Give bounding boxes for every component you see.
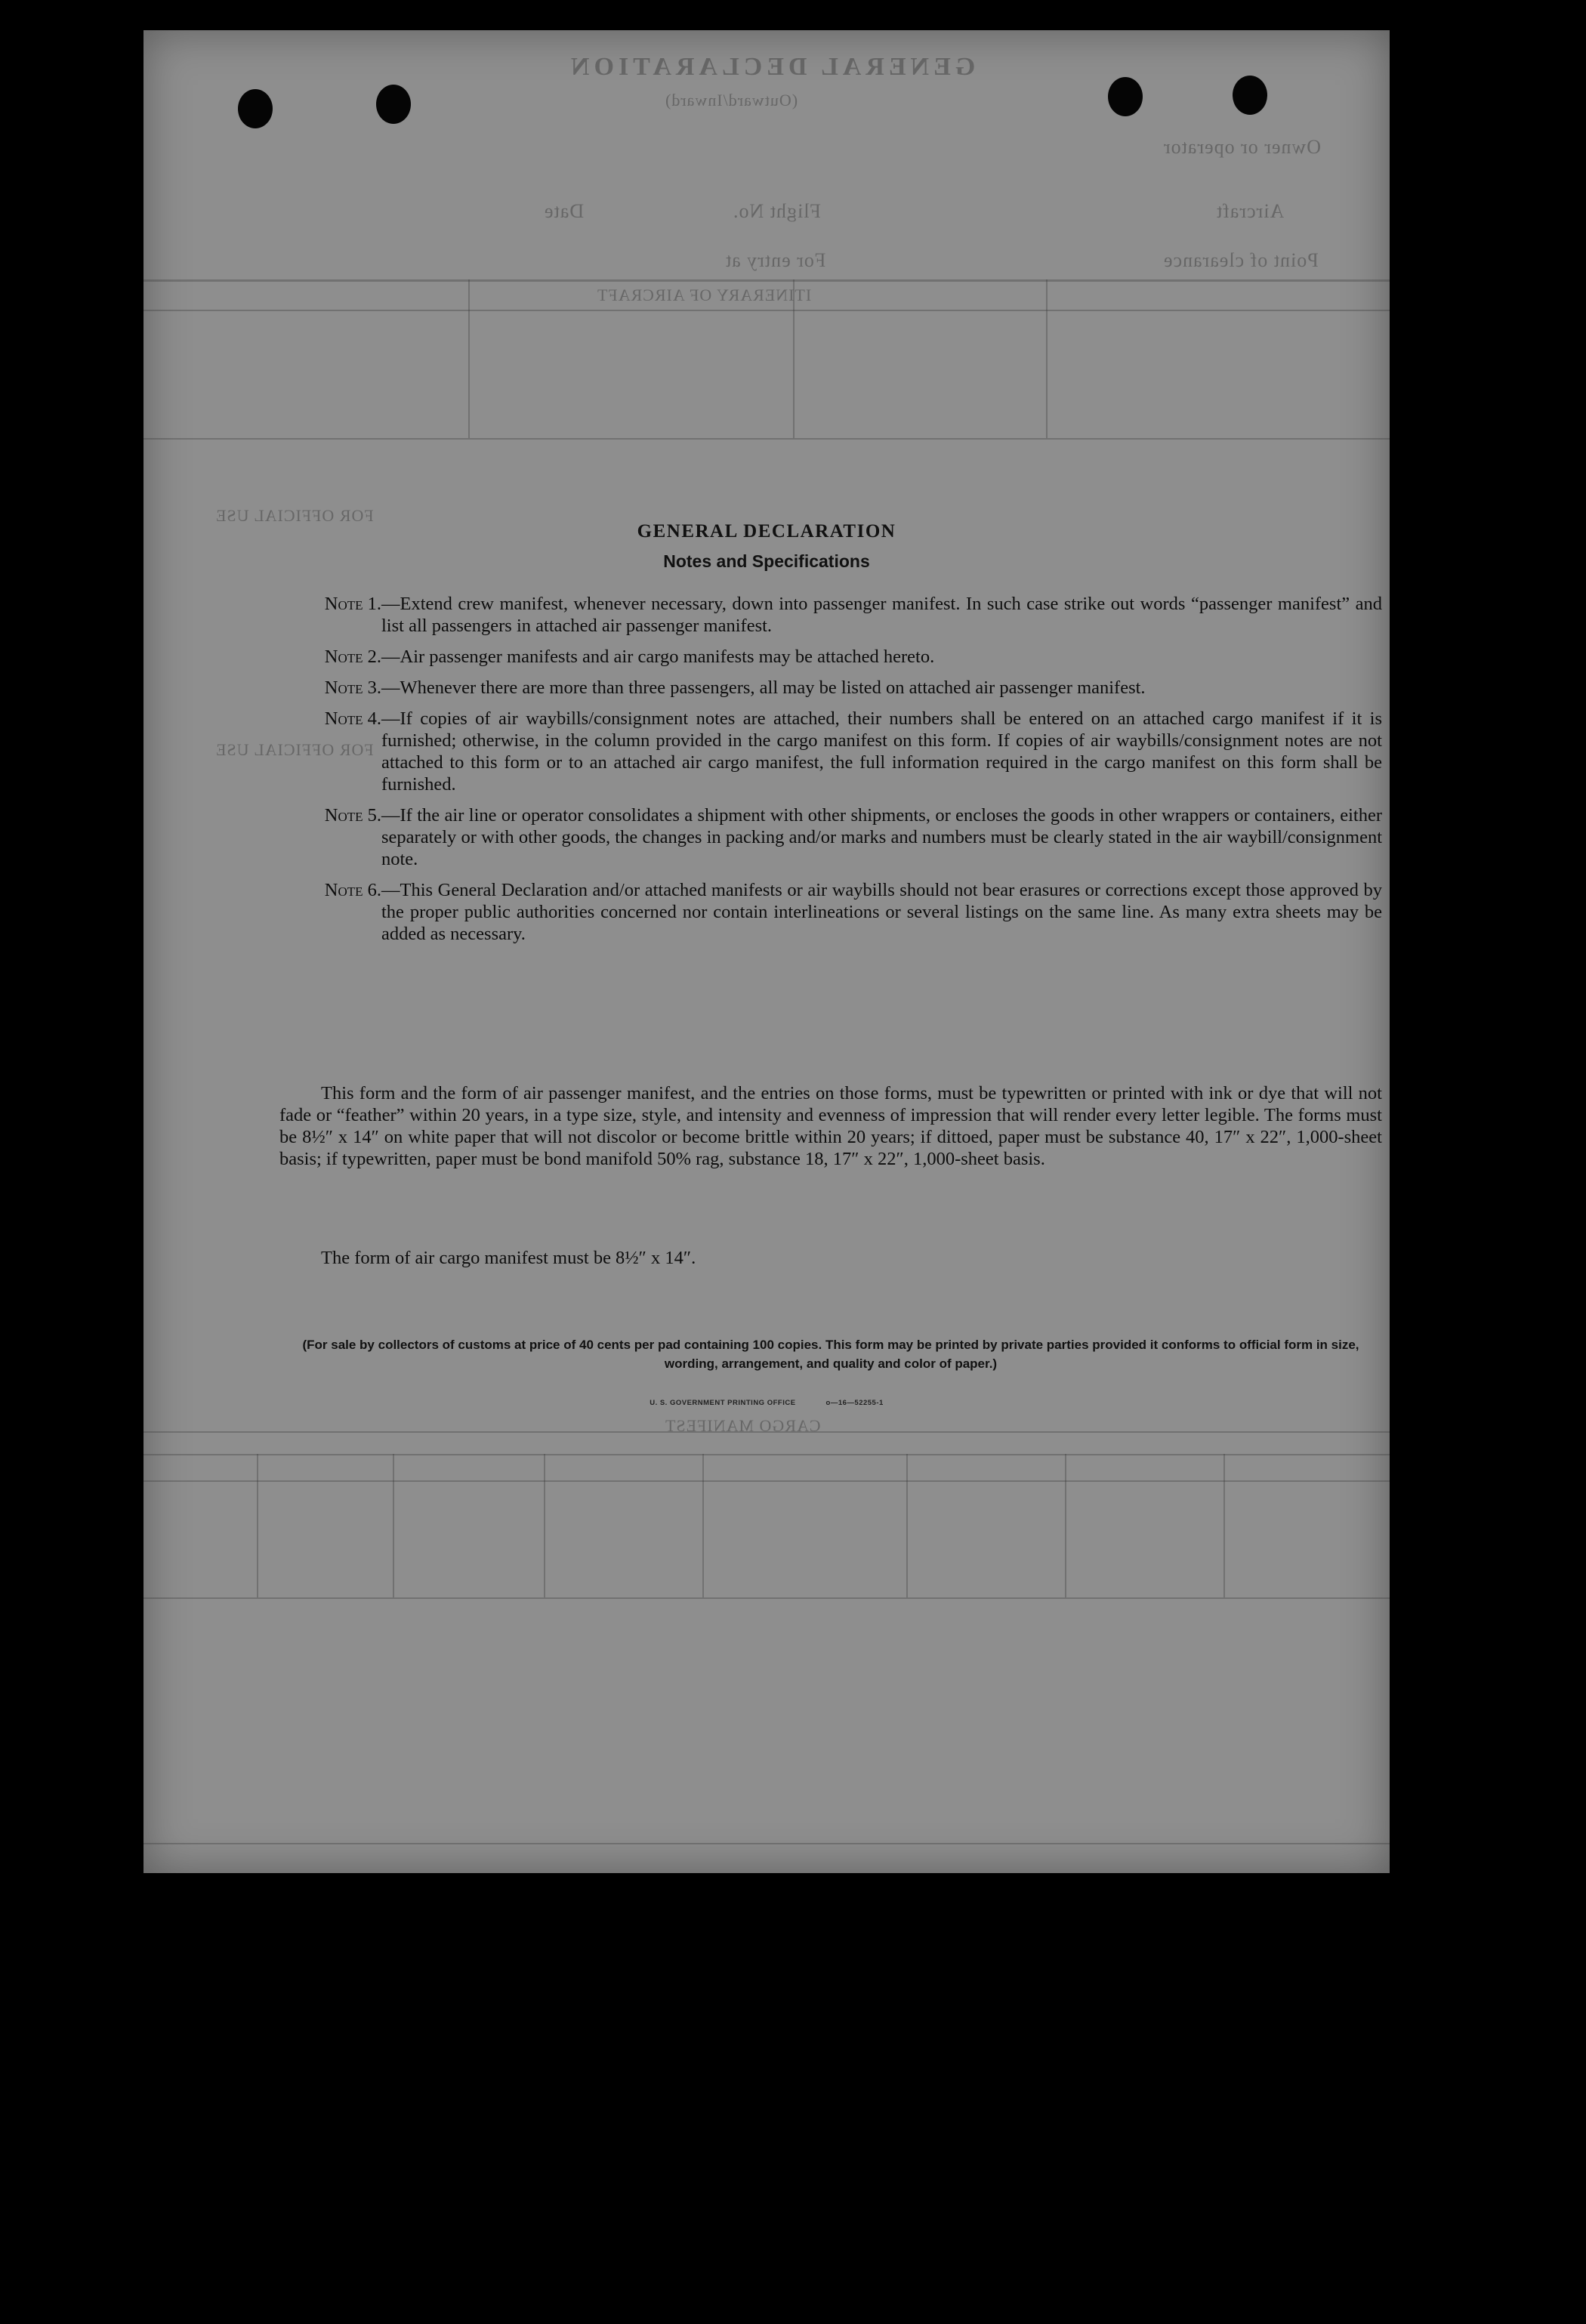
note-label: Note 1. bbox=[324, 594, 381, 614]
notes-list bbox=[279, 593, 1382, 954]
printer-office: U. S. GOVERNMENT PRINTING OFFICE bbox=[650, 1399, 796, 1407]
ghost-rule bbox=[1046, 279, 1048, 438]
page-subtitle: Notes and Specifications bbox=[663, 551, 870, 571]
note-label: Note 5. bbox=[324, 805, 381, 826]
specifications-paragraph: This form and the form of air passenger manifest, and the entries on those forms, must be typewritten or printed with ink or dye that will not fade or “feather” within 20 years, in a type size, style, and intensity and evenness of impression that will render every letter legible. The forms must be 8½″ x 14″ on white paper that will not discolor or become brittle within 20 years; if dittoed, paper must be substance 40, 17″ x 22″, 1,000-sheet basis; if typewritten, paper must be bond manifold 50% rag, substance 18, 17″ x 22″, 1,000-sheet basis. bbox=[279, 1083, 1382, 1169]
ghost-label: FOR OFFICIAL USE bbox=[215, 506, 374, 525]
ghost-subtitle: (Outward/Inward) bbox=[665, 91, 798, 110]
ghost-rule bbox=[143, 279, 1390, 282]
ghost-rule bbox=[143, 1597, 1390, 1599]
note-text: —Whenever there are more than three passengers, all may be listed on attached air passenger manifest. bbox=[381, 677, 1146, 698]
note-label: Note 3. bbox=[324, 677, 381, 698]
ghost-rule bbox=[906, 1454, 908, 1597]
cargo-size-note: The form of air cargo manifest must be 8½″ x 14″. bbox=[321, 1248, 696, 1268]
ghost-label: Aircraft bbox=[1216, 200, 1285, 222]
ghost-rule bbox=[143, 1843, 1390, 1844]
note-item bbox=[279, 879, 1382, 945]
ghost-rule bbox=[257, 1454, 258, 1597]
ghost-rule bbox=[393, 1454, 394, 1597]
ghost-rule bbox=[544, 1454, 545, 1597]
ghost-rule bbox=[143, 310, 1390, 311]
printer-code: o—16—52255-1 bbox=[825, 1399, 884, 1407]
ghost-rule bbox=[143, 1454, 1390, 1455]
note-text: —If the air line or operator consolidates a shipment with other shipments, or encloses the goods in other wrappers or containers, either separately or with other goods, the changes in packing and/or marks and numbers must be clearly stated in the air waybill/consignment note. bbox=[381, 805, 1382, 869]
note-label: Note 4. bbox=[324, 708, 381, 729]
note-label: Note 6. bbox=[324, 880, 381, 900]
ghost-label: Date bbox=[544, 200, 585, 222]
ghost-rule bbox=[143, 438, 1390, 440]
ghost-label: Point of clearance bbox=[1163, 249, 1319, 271]
ghost-label: ITINERARY OF AIRCRAFT bbox=[597, 285, 812, 304]
note-item bbox=[279, 677, 1382, 699]
ghost-title: GENERAL DECLARATION bbox=[566, 53, 976, 81]
note-item bbox=[279, 593, 1382, 637]
ghost-rule bbox=[702, 1454, 704, 1597]
note-text: —This General Declaration and/or attached manifests or air waybills should not bear erasures or corrections except those approved by the proper public authorities concerned nor contain interlineations or several listings on the same line. As many extra sheets may be added as necessary. bbox=[381, 880, 1382, 944]
document-page bbox=[143, 30, 1390, 1873]
ghost-label: FOR OFFICIAL USE bbox=[215, 740, 374, 759]
note-label: Note 2. bbox=[324, 647, 381, 667]
note-item bbox=[279, 646, 1382, 668]
sale-notice: (For sale by collectors of customs at price of 40 cents per pad containing 100 copies. This form may be printed by private parties provided it conforms to official form in size, wording, arrangement, and quality and color of paper.) bbox=[302, 1338, 1359, 1371]
ghost-rule bbox=[1065, 1454, 1066, 1597]
note-text: —Extend crew manifest, whenever necessary, down into passenger manifest. In such case strike out words “passenger manifest” and list all passengers in attached air passenger manifest. bbox=[381, 594, 1382, 636]
page-title: GENERAL DECLARATION bbox=[637, 521, 896, 542]
ghost-rule bbox=[1223, 1454, 1225, 1597]
ghost-rule bbox=[143, 1480, 1390, 1482]
note-text: —Air passenger manifests and air cargo manifests may be attached hereto. bbox=[381, 647, 935, 667]
ghost-label: Owner or operator bbox=[1163, 136, 1322, 158]
note-item bbox=[279, 804, 1382, 870]
note-item bbox=[279, 708, 1382, 795]
ghost-label: Flight No. bbox=[733, 200, 821, 222]
ghost-rule bbox=[793, 279, 795, 438]
note-text: —If copies of air waybills/consignment notes are attached, their numbers shall be entered on an attached cargo manifest if it is furnished; otherwise, in the column provided in the cargo manifest on this form. If copies of air waybills/consignment notes are not attached to this form or to an attached air cargo manifest, the full information required in the cargo manifest on this form shall be furnished. bbox=[381, 708, 1382, 795]
ghost-label: CARGO MANIFEST bbox=[665, 1416, 821, 1435]
printer-imprint bbox=[143, 1399, 1390, 1407]
ghost-rule bbox=[468, 279, 470, 438]
ghost-label: For entry at bbox=[725, 249, 826, 271]
